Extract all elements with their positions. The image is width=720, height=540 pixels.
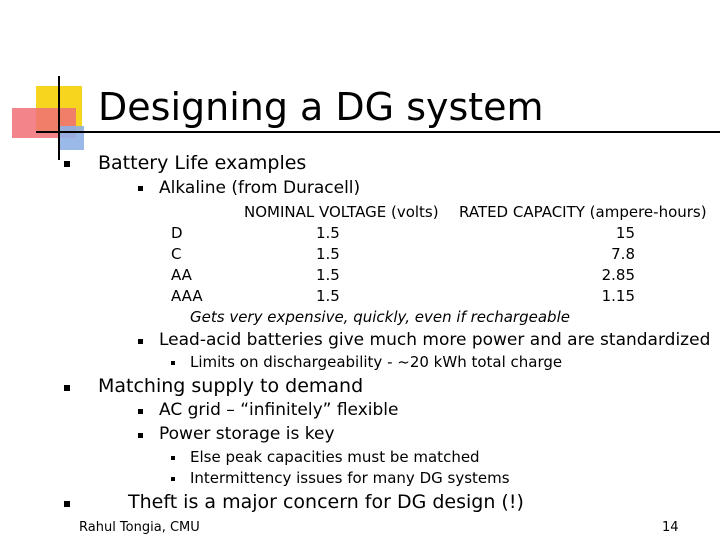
bullet-matching: Matching supply to demand xyxy=(98,375,364,397)
table-header-voltage: NOMINAL VOLTAGE (volts) xyxy=(244,203,439,221)
table-cell-type: AAA xyxy=(171,287,203,305)
bullet-alkaline: Alkaline (from Duracell) xyxy=(159,178,361,198)
table-note: Gets very expensive, quickly, even if rechargeable xyxy=(190,308,570,326)
slide-title: Designing a DG system xyxy=(98,85,544,129)
bullet-intermittency: Intermittency issues for many DG systems xyxy=(190,469,510,487)
table-cell-voltage: 1.5 xyxy=(316,287,340,305)
bullet-theft: Theft is a major concern for DG design (!) xyxy=(128,491,524,513)
bullet-limits: Limits on dischargeability - ~20 kWh total charge xyxy=(190,353,563,371)
decorative-blue-square xyxy=(60,126,84,150)
bullet-else-peak: Else peak capacities must be matched xyxy=(190,448,480,466)
table-cell-voltage: 1.5 xyxy=(316,266,340,284)
bullet-lead-acid: Lead-acid batteries give much more power and are standardized xyxy=(159,330,711,350)
footer-author: Rahul Tongia, CMU xyxy=(79,520,200,535)
title-vertical-rule xyxy=(58,76,60,160)
table-cell-capacity: 1.15 xyxy=(601,287,635,305)
bullet-square-icon xyxy=(138,339,143,344)
bullet-square-icon xyxy=(138,186,143,191)
bullet-ac-grid: AC grid – “infinitely” flexible xyxy=(159,400,399,420)
bullet-square-icon xyxy=(171,361,175,365)
bullet-square-icon xyxy=(64,385,70,391)
bullet-square-icon xyxy=(138,409,143,414)
table-cell-type: C xyxy=(171,245,182,263)
table-cell-type: D xyxy=(171,224,183,242)
bullet-battery-life: Battery Life examples xyxy=(98,152,307,174)
bullet-square-icon xyxy=(64,161,70,167)
table-cell-capacity: 7.8 xyxy=(611,245,635,263)
table-cell-capacity: 2.85 xyxy=(601,266,635,284)
table-cell-voltage: 1.5 xyxy=(316,245,340,263)
bullet-square-icon xyxy=(171,456,175,460)
bullet-power-storage: Power storage is key xyxy=(159,424,335,444)
table-header-capacity: RATED CAPACITY (ampere-hours) xyxy=(459,203,707,221)
table-cell-type: AA xyxy=(171,266,192,284)
bullet-square-icon xyxy=(171,477,175,481)
bullet-square-icon xyxy=(138,433,143,438)
bullet-square-icon xyxy=(64,501,70,507)
table-cell-capacity: 15 xyxy=(615,224,635,242)
table-cell-voltage: 1.5 xyxy=(316,224,340,242)
page-number: 14 xyxy=(662,520,679,535)
